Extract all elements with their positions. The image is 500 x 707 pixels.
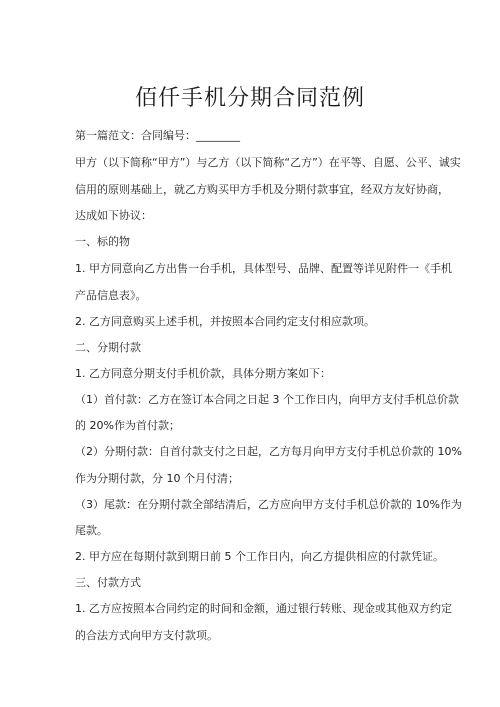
- paragraph-line: （2）分期付款：自首付款支付之日起，乙方每月向甲方支付手机总价款的 10%: [75, 445, 462, 458]
- paragraph-line: 达成如下协议：: [75, 209, 152, 222]
- paragraph-line: 产品信息表》。: [75, 289, 147, 302]
- paragraph-line: 信用的原则基础上，就乙方购买甲方手机及分期付款事宜，经双方友好协商，: [75, 183, 449, 196]
- paragraph-line: 1. 甲方同意向乙方出售一台手机，具体型号、品牌、配置等详见附件一《手机: [75, 262, 452, 275]
- paragraph-line: 甲方（以下简称“甲方”）与乙方（以下简称“乙方”）在平等、自愿、公平、诚实: [75, 156, 461, 169]
- paragraph-line: 1. 乙方应按照本合同约定的时间和金额，通过银行转账、现金或其他双方约定: [75, 602, 452, 615]
- paragraph-line: 1. 乙方同意分期支付手机价款，具体分期方案如下：: [75, 367, 331, 380]
- paragraph-line: （3）尾款：在分期付款全部结清后，乙方应向甲方支付手机总价款的 10%作为: [75, 498, 462, 511]
- paragraph-line: （1）首付款：乙方在签订本合同之日起 3 个工作日内，向甲方支付手机总价款: [75, 393, 459, 406]
- paragraph-line: 2. 甲方应在每期付款到期日前 5 个工作日内，向乙方提供相应的付款凭证。: [75, 550, 444, 563]
- section-heading: 三、付款方式: [75, 576, 141, 589]
- section-heading: 二、分期付款: [75, 341, 141, 354]
- paragraph-line: 的 20%作为首付款；: [75, 419, 180, 432]
- contract-number-line: 第一篇范文：合同编号：________: [75, 129, 240, 142]
- paragraph-line: 作为分期付款，分 10 个月付清；: [75, 472, 239, 485]
- paragraph-line: 2. 乙方同意购买上述手机，并按照本合同约定支付相应款项。: [75, 315, 375, 328]
- paragraph-line: 尾款。: [75, 524, 108, 537]
- paragraph-line: 的合法方式向甲方支付款项。: [75, 629, 218, 642]
- document-title: 佰仟手机分期合同范例: [134, 86, 365, 111]
- section-heading: 一、标的物: [75, 235, 130, 248]
